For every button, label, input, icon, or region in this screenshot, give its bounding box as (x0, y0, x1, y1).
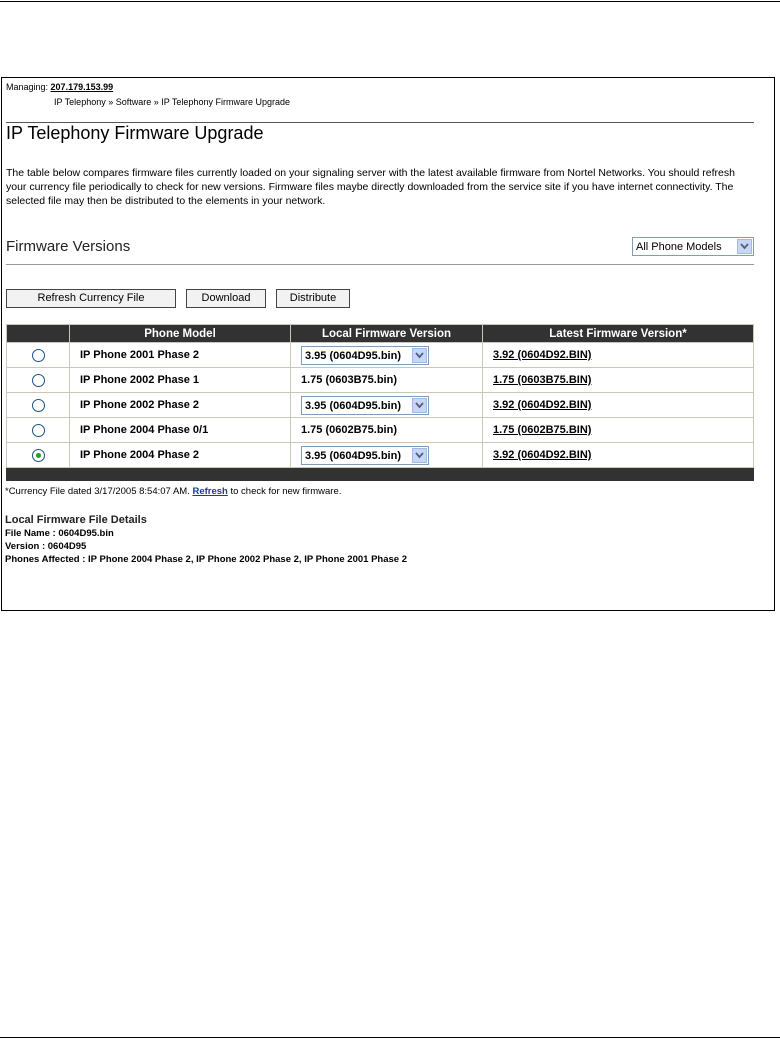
local-version-value: 3.95 (0604D95.bin) (305, 449, 401, 462)
currency-note-prefix: *Currency File dated 3/17/2005 8:54:07 AM. (5, 486, 190, 497)
local-version-value: 3.95 (0604D95.bin) (305, 349, 401, 362)
phone-models-select-value: All Phone Models (636, 241, 722, 253)
section-divider (6, 264, 754, 265)
phone-models-select[interactable] (632, 237, 754, 256)
breadcrumb: IP Telephony » Software » IP Telephony Firmware Upgrade (54, 97, 290, 107)
page-top-rule (0, 1, 780, 2)
local-version-select[interactable] (301, 396, 429, 415)
local-version-select[interactable] (301, 346, 429, 365)
latest-version-link[interactable]: 3.92 (0604D92.BIN) (493, 449, 592, 461)
header-latest-version: Latest Firmware Version* (483, 325, 754, 343)
row-radio[interactable] (32, 374, 45, 387)
header-phone-model: Phone Model (70, 325, 291, 343)
section-title: Firmware Versions (6, 238, 131, 255)
local-version-select[interactable] (301, 446, 429, 465)
distribute-button[interactable]: Distribute (276, 289, 350, 308)
phone-model-cell: IP Phone 2004 Phase 0/1 (70, 418, 291, 443)
table-row (7, 443, 754, 468)
title-divider (6, 122, 754, 123)
latest-version-link[interactable]: 1.75 (0602B75.BIN) (493, 424, 592, 436)
managing-ip-link[interactable]: 207.179.153.99 (50, 82, 114, 92)
chevron-down-icon[interactable] (412, 398, 427, 413)
currency-note-suffix: to check for new firmware. (230, 486, 342, 497)
intro-text: The table below compares firmware files currently loaded on your signaling server with the latest available firmware from Nortel Networks. You should refresh your currency file periodically to check for new versions. Firmware files maybe directly downloaded from the service site if you have internet connectivity. The selected file may then be distributed to the elements in your network. (6, 167, 735, 207)
phone-model-cell: IP Phone 2004 Phase 2 (70, 443, 291, 468)
detail-version: Version : 0604D95 (5, 541, 87, 552)
phone-model-cell: IP Phone 2002 Phase 1 (70, 368, 291, 393)
latest-version-link[interactable]: 3.92 (0604D92.BIN) (493, 399, 592, 411)
currency-note (5, 486, 341, 497)
table-footer-bar (7, 468, 754, 481)
screenshot-frame (1, 77, 775, 611)
firmware-table (6, 324, 754, 481)
managing-line (6, 82, 113, 92)
download-button[interactable]: Download (186, 289, 266, 308)
row-radio-selected[interactable] (32, 449, 45, 462)
phone-model-cell: IP Phone 2002 Phase 2 (70, 393, 291, 418)
local-version-cell: 1.75 (0602B75.bin) (291, 418, 483, 443)
table-row (7, 368, 754, 393)
local-version-cell: 1.75 (0603B75.bin) (291, 368, 483, 393)
header-local-version: Local Firmware Version (291, 325, 483, 343)
page-title: IP Telephony Firmware Upgrade (6, 123, 264, 143)
refresh-link[interactable]: Refresh (192, 486, 228, 497)
local-version-value: 3.95 (0604D95.bin) (305, 399, 401, 412)
row-radio[interactable] (32, 349, 45, 362)
header-select (7, 325, 70, 343)
refresh-currency-file-button[interactable]: Refresh Currency File (6, 289, 176, 308)
page-bottom-rule (0, 1037, 780, 1038)
latest-version-link[interactable]: 1.75 (0603B75.BIN) (493, 374, 592, 386)
row-radio[interactable] (32, 399, 45, 412)
managing-label: Managing: (6, 82, 49, 92)
chevron-down-icon[interactable] (412, 448, 427, 463)
table-row (7, 418, 754, 443)
details-title: Local Firmware File Details (5, 514, 147, 526)
table-header-row (7, 325, 754, 343)
latest-version-link[interactable]: 3.92 (0604D92.BIN) (493, 349, 592, 361)
table-row (7, 343, 754, 368)
row-radio[interactable] (32, 424, 45, 437)
phone-model-cell: IP Phone 2001 Phase 2 (70, 343, 291, 368)
table-row (7, 393, 754, 418)
chevron-down-icon[interactable] (737, 239, 752, 254)
detail-file-name: File Name : 0604D95.bin (5, 528, 114, 539)
detail-phones-affected: Phones Affected : IP Phone 2004 Phase 2, IP Phone 2002 Phase 2, IP Phone 2001 Phase 2 (5, 554, 407, 565)
chevron-down-icon[interactable] (412, 348, 427, 363)
